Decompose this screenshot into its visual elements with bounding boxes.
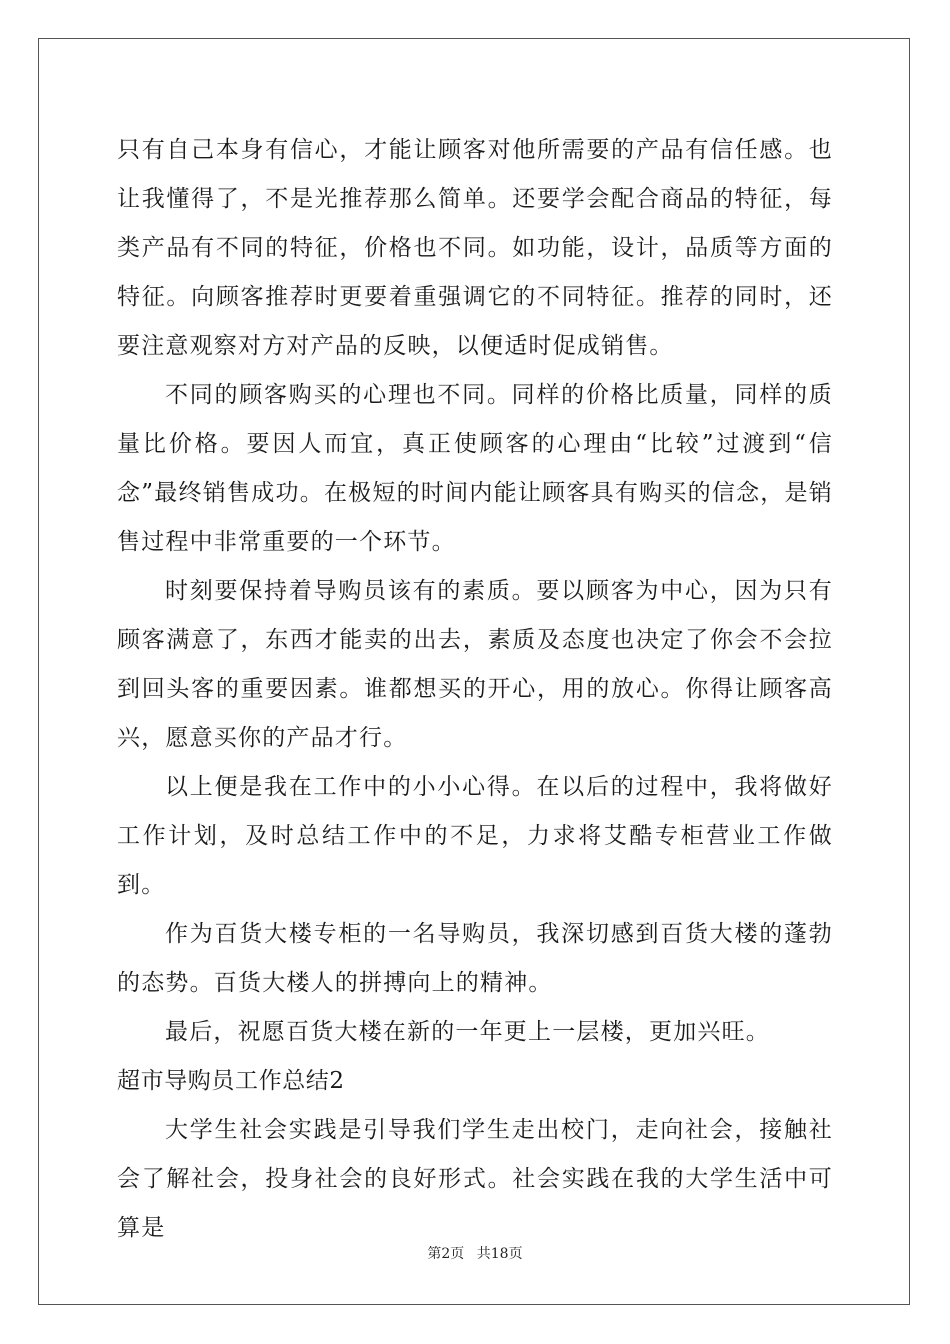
paragraph-4: 以上便是我在工作中的小小心得。在以后的过程中，我将做好工作计划，及时总结工作中的不足，力求将艾酷专柜营业工作做到。 [117,774,833,898]
document-body [117,126,833,1253]
page-number: 第2页 [427,1246,465,1262]
paragraph-6: 最后，祝愿百货大楼在新的一年更上一层楼，更加兴旺。 [165,1019,770,1045]
paragraph-3: 时刻要保持着导购员该有的素质。要以顾客为中心，因为只有顾客满意了，东西才能卖的出去，素质及态度也决定了你会不会拉到回头客的重要因素。谁都想买的开心，用的放心。你得让顾客高兴，愿意买你的产品才行。 [117,578,833,751]
page-total: 共18页 [476,1246,523,1262]
paragraph-1: 只有自己本身有信心，才能让顾客对他所需要的产品有信任感。也让我懂得了，不是光推荐那么简单。还要学会配合商品的特征，每类产品有不同的特征，价格也不同。如功能，设计，品质等方面的特征。向顾客推荐时更要着重强调它的不同特征。推荐的同时，还要注意观察对方对产品的反映，以便适时促成销售。 [117,137,833,359]
paragraph-5: 作为百货大楼专柜的一名导购员，我深切感到百货大楼的蓬勃的态势。百货大楼人的拼搏向上的精神。 [117,921,833,996]
paragraph-7: 大学生社会实践是引导我们学生走出校门，走向社会，接触社会了解社会，投身社会的良好形式。社会实践在我的大学生活中可算是 [117,1117,833,1241]
section-heading: 超市导购员工作总结2 [117,1068,345,1094]
page-footer [0,1243,950,1263]
paragraph-2: 不同的顾客购买的心理也不同。同样的价格比质量，同样的质量比价格。要因人而宜，真正使顾客的心理由“比较”过渡到“信念”最终销售成功。在极短的时间内能让顾客具有购买的信念，是销售过程中非常重要的一个环节。 [117,382,833,555]
